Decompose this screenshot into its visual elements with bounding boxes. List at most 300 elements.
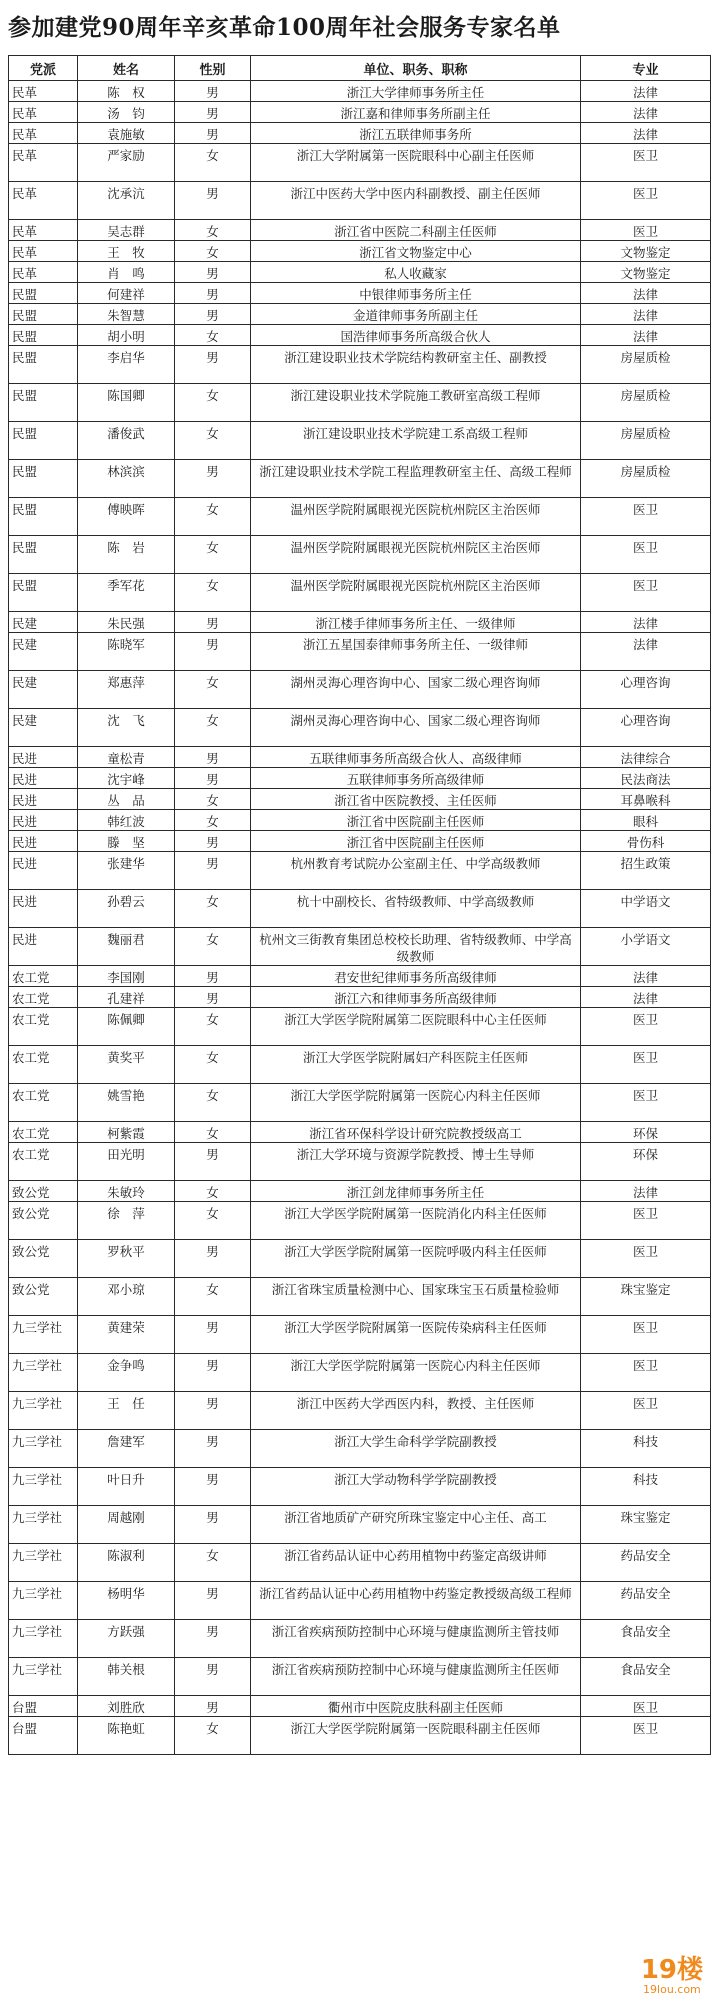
cell-gender: 男 bbox=[175, 747, 251, 768]
table-row bbox=[9, 928, 711, 966]
table-row bbox=[9, 1143, 711, 1181]
cell-name: 潘俊武 bbox=[78, 422, 175, 460]
cell-gender: 男 bbox=[175, 346, 251, 384]
table-row bbox=[9, 1506, 711, 1544]
cell-name: 柯紫霞 bbox=[78, 1122, 175, 1143]
table-row bbox=[9, 633, 711, 671]
cell-party: 致公党 bbox=[9, 1181, 78, 1202]
cell-name: 邓小琼 bbox=[78, 1278, 175, 1316]
cell-party: 民革 bbox=[9, 220, 78, 241]
cell-unit: 浙江中医药大学西医内科，教授、主任医师 bbox=[251, 1392, 581, 1430]
cell-gender: 男 bbox=[175, 283, 251, 304]
cell-name: 沈承沆 bbox=[78, 182, 175, 220]
cell-unit: 温州医学院附属眼视光医院杭州院区主治医师 bbox=[251, 498, 581, 536]
cell-specialty: 法律 bbox=[581, 612, 711, 633]
cell-unit: 五联律师事务所高级律师 bbox=[251, 768, 581, 789]
table-row bbox=[9, 574, 711, 612]
site-watermark bbox=[641, 1956, 703, 1996]
cell-specialty: 医卫 bbox=[581, 1392, 711, 1430]
table-row bbox=[9, 810, 711, 831]
cell-gender: 男 bbox=[175, 304, 251, 325]
cell-name: 吴志群 bbox=[78, 220, 175, 241]
cell-party: 农工党 bbox=[9, 1143, 78, 1181]
cell-gender: 女 bbox=[175, 709, 251, 747]
table-row bbox=[9, 498, 711, 536]
cell-name: 胡小明 bbox=[78, 325, 175, 346]
cell-party: 九三学社 bbox=[9, 1582, 78, 1620]
cell-gender: 女 bbox=[175, 1008, 251, 1046]
cell-name: 季军花 bbox=[78, 574, 175, 612]
cell-unit: 浙江省中医院副主任医师 bbox=[251, 810, 581, 831]
cell-party: 九三学社 bbox=[9, 1354, 78, 1392]
table-row bbox=[9, 612, 711, 633]
cell-party: 民革 bbox=[9, 182, 78, 220]
cell-name: 徐 萍 bbox=[78, 1202, 175, 1240]
table-row bbox=[9, 1122, 711, 1143]
cell-specialty: 医卫 bbox=[581, 1046, 711, 1084]
cell-name: 王 牧 bbox=[78, 241, 175, 262]
table-row bbox=[9, 102, 711, 123]
cell-name: 刘胜欣 bbox=[78, 1696, 175, 1717]
cell-party: 民盟 bbox=[9, 304, 78, 325]
cell-specialty: 招生政策 bbox=[581, 852, 711, 890]
watermark-logo: 19楼 bbox=[640, 1955, 703, 1985]
cell-unit: 浙江大学医学院附属第一医院眼科副主任医师 bbox=[251, 1717, 581, 1755]
table-row bbox=[9, 241, 711, 262]
cell-specialty: 文物鉴定 bbox=[581, 241, 711, 262]
column-header-specialty: 专业 bbox=[581, 56, 711, 81]
cell-name: 黄奖平 bbox=[78, 1046, 175, 1084]
cell-gender: 男 bbox=[175, 1316, 251, 1354]
column-header-name: 姓名 bbox=[78, 56, 175, 81]
cell-name: 朱敏玲 bbox=[78, 1181, 175, 1202]
cell-name: 韩红波 bbox=[78, 810, 175, 831]
cell-name: 陈艳虹 bbox=[78, 1717, 175, 1755]
table-row bbox=[9, 536, 711, 574]
cell-party: 民革 bbox=[9, 123, 78, 144]
cell-specialty: 环保 bbox=[581, 1143, 711, 1181]
cell-unit: 浙江五星国泰律师事务所主任、一级律师 bbox=[251, 633, 581, 671]
cell-party: 民进 bbox=[9, 928, 78, 966]
table-row bbox=[9, 747, 711, 768]
cell-gender: 男 bbox=[175, 81, 251, 102]
cell-party: 台盟 bbox=[9, 1696, 78, 1717]
cell-specialty: 房屋质检 bbox=[581, 460, 711, 498]
table-row bbox=[9, 709, 711, 747]
table-row bbox=[9, 283, 711, 304]
cell-unit: 浙江省中医院教授、主任医师 bbox=[251, 789, 581, 810]
cell-specialty: 食品安全 bbox=[581, 1620, 711, 1658]
cell-name: 罗秋平 bbox=[78, 1240, 175, 1278]
cell-party: 民建 bbox=[9, 633, 78, 671]
cell-gender: 女 bbox=[175, 671, 251, 709]
cell-unit: 中银律师事务所主任 bbox=[251, 283, 581, 304]
table-row bbox=[9, 1620, 711, 1658]
cell-party: 民盟 bbox=[9, 422, 78, 460]
cell-party: 九三学社 bbox=[9, 1430, 78, 1468]
cell-party: 民进 bbox=[9, 831, 78, 852]
cell-name: 沈 飞 bbox=[78, 709, 175, 747]
cell-gender: 女 bbox=[175, 1202, 251, 1240]
cell-specialty: 医卫 bbox=[581, 144, 711, 182]
cell-party: 民盟 bbox=[9, 325, 78, 346]
cell-name: 王 任 bbox=[78, 1392, 175, 1430]
cell-specialty: 小学语文 bbox=[581, 928, 711, 966]
cell-name: 孙碧云 bbox=[78, 890, 175, 928]
cell-party: 九三学社 bbox=[9, 1620, 78, 1658]
cell-specialty: 环保 bbox=[581, 1122, 711, 1143]
cell-party: 致公党 bbox=[9, 1278, 78, 1316]
cell-specialty: 医卫 bbox=[581, 1717, 711, 1755]
cell-gender: 女 bbox=[175, 1084, 251, 1122]
table-row bbox=[9, 422, 711, 460]
cell-gender: 女 bbox=[175, 498, 251, 536]
cell-specialty: 医卫 bbox=[581, 1696, 711, 1717]
table-row bbox=[9, 460, 711, 498]
cell-gender: 女 bbox=[175, 144, 251, 182]
table-row bbox=[9, 325, 711, 346]
cell-gender: 男 bbox=[175, 1696, 251, 1717]
table-row bbox=[9, 1008, 711, 1046]
cell-name: 孔建祥 bbox=[78, 987, 175, 1008]
cell-party: 民革 bbox=[9, 241, 78, 262]
cell-unit: 五联律师事务所高级合伙人、高级律师 bbox=[251, 747, 581, 768]
cell-party: 民盟 bbox=[9, 384, 78, 422]
cell-name: 袁施敏 bbox=[78, 123, 175, 144]
cell-party: 民革 bbox=[9, 81, 78, 102]
cell-specialty: 医卫 bbox=[581, 1008, 711, 1046]
cell-unit: 杭十中副校长、省特级教师、中学高级教师 bbox=[251, 890, 581, 928]
cell-unit: 浙江大学附属第一医院眼科中心副主任医师 bbox=[251, 144, 581, 182]
table-row bbox=[9, 1392, 711, 1430]
cell-specialty: 心理咨询 bbox=[581, 709, 711, 747]
cell-specialty: 食品安全 bbox=[581, 1658, 711, 1696]
cell-name: 叶日升 bbox=[78, 1468, 175, 1506]
cell-specialty: 医卫 bbox=[581, 1084, 711, 1122]
cell-party: 九三学社 bbox=[9, 1658, 78, 1696]
cell-name: 陈佩卿 bbox=[78, 1008, 175, 1046]
cell-gender: 男 bbox=[175, 1658, 251, 1696]
cell-name: 方跃强 bbox=[78, 1620, 175, 1658]
cell-unit: 浙江剑龙律师事务所主任 bbox=[251, 1181, 581, 1202]
cell-gender: 男 bbox=[175, 460, 251, 498]
cell-specialty: 中学语文 bbox=[581, 890, 711, 928]
cell-specialty: 房屋质检 bbox=[581, 384, 711, 422]
cell-name: 陈晓军 bbox=[78, 633, 175, 671]
cell-name: 朱智慧 bbox=[78, 304, 175, 325]
table-row bbox=[9, 1046, 711, 1084]
cell-gender: 男 bbox=[175, 1392, 251, 1430]
table-row bbox=[9, 789, 711, 810]
cell-name: 李启华 bbox=[78, 346, 175, 384]
cell-gender: 男 bbox=[175, 1582, 251, 1620]
cell-gender: 男 bbox=[175, 1354, 251, 1392]
column-header-gender: 性别 bbox=[175, 56, 251, 81]
cell-name: 杨明华 bbox=[78, 1582, 175, 1620]
cell-specialty: 医卫 bbox=[581, 182, 711, 220]
cell-name: 肖 鸣 bbox=[78, 262, 175, 283]
cell-party: 九三学社 bbox=[9, 1392, 78, 1430]
cell-gender: 男 bbox=[175, 262, 251, 283]
cell-unit: 浙江省珠宝质量检测中心、国家珠宝玉石质量检验师 bbox=[251, 1278, 581, 1316]
cell-specialty: 文物鉴定 bbox=[581, 262, 711, 283]
cell-unit: 浙江建设职业技术学院建工系高级工程师 bbox=[251, 422, 581, 460]
cell-gender: 男 bbox=[175, 633, 251, 671]
cell-gender: 男 bbox=[175, 987, 251, 1008]
cell-specialty: 法律 bbox=[581, 633, 711, 671]
cell-gender: 男 bbox=[175, 1143, 251, 1181]
cell-party: 民盟 bbox=[9, 536, 78, 574]
cell-specialty: 医卫 bbox=[581, 498, 711, 536]
table-header-row bbox=[9, 56, 711, 81]
cell-name: 周越刚 bbox=[78, 1506, 175, 1544]
cell-specialty: 医卫 bbox=[581, 220, 711, 241]
table-row bbox=[9, 1084, 711, 1122]
cell-unit: 浙江省疾病预防控制中心环境与健康监测所主管技师 bbox=[251, 1620, 581, 1658]
cell-party: 农工党 bbox=[9, 1122, 78, 1143]
cell-name: 丛 品 bbox=[78, 789, 175, 810]
cell-gender: 男 bbox=[175, 1240, 251, 1278]
table-row bbox=[9, 1316, 711, 1354]
column-header-unit: 单位、职务、职称 bbox=[251, 56, 581, 81]
cell-specialty: 心理咨询 bbox=[581, 671, 711, 709]
cell-gender: 女 bbox=[175, 574, 251, 612]
cell-name: 詹建军 bbox=[78, 1430, 175, 1468]
cell-specialty: 珠宝鉴定 bbox=[581, 1278, 711, 1316]
cell-specialty: 法律 bbox=[581, 81, 711, 102]
cell-name: 李国刚 bbox=[78, 966, 175, 987]
cell-gender: 男 bbox=[175, 182, 251, 220]
cell-unit: 浙江大学医学院附属第一医院心内科主任医师 bbox=[251, 1354, 581, 1392]
cell-unit: 浙江大学医学院附属第一医院消化内科主任医师 bbox=[251, 1202, 581, 1240]
cell-gender: 女 bbox=[175, 1544, 251, 1582]
cell-name: 童松青 bbox=[78, 747, 175, 768]
table-row bbox=[9, 123, 711, 144]
cell-gender: 女 bbox=[175, 220, 251, 241]
table-row bbox=[9, 1696, 711, 1717]
cell-unit: 浙江六和律师事务所高级律师 bbox=[251, 987, 581, 1008]
table-row bbox=[9, 262, 711, 283]
cell-gender: 男 bbox=[175, 1620, 251, 1658]
column-header-party: 党派 bbox=[9, 56, 78, 81]
cell-unit: 浙江省文物鉴定中心 bbox=[251, 241, 581, 262]
table-row bbox=[9, 384, 711, 422]
table-row bbox=[9, 144, 711, 182]
cell-unit: 湖州灵海心理咨询中心、国家二级心理咨询师 bbox=[251, 671, 581, 709]
cell-unit: 浙江省环保科学设计研究院教授级高工 bbox=[251, 1122, 581, 1143]
cell-party: 民盟 bbox=[9, 574, 78, 612]
cell-specialty: 科技 bbox=[581, 1430, 711, 1468]
cell-unit: 浙江楼手律师事务所主任、一级律师 bbox=[251, 612, 581, 633]
cell-party: 民进 bbox=[9, 747, 78, 768]
cell-gender: 女 bbox=[175, 422, 251, 460]
cell-name: 张建华 bbox=[78, 852, 175, 890]
cell-party: 民建 bbox=[9, 671, 78, 709]
cell-name: 陈国卿 bbox=[78, 384, 175, 422]
cell-specialty: 民法商法 bbox=[581, 768, 711, 789]
cell-unit: 国浩律师事务所高级合伙人 bbox=[251, 325, 581, 346]
cell-gender: 女 bbox=[175, 1181, 251, 1202]
cell-unit: 金道律师事务所副主任 bbox=[251, 304, 581, 325]
cell-gender: 男 bbox=[175, 768, 251, 789]
cell-name: 傅映晖 bbox=[78, 498, 175, 536]
cell-party: 民革 bbox=[9, 262, 78, 283]
cell-specialty: 法律 bbox=[581, 102, 711, 123]
cell-specialty: 珠宝鉴定 bbox=[581, 1506, 711, 1544]
cell-unit: 浙江省中医院二科副主任医师 bbox=[251, 220, 581, 241]
cell-gender: 女 bbox=[175, 810, 251, 831]
cell-gender: 男 bbox=[175, 831, 251, 852]
cell-party: 民进 bbox=[9, 890, 78, 928]
cell-unit: 湖州灵海心理咨询中心、国家二级心理咨询师 bbox=[251, 709, 581, 747]
cell-name: 魏丽君 bbox=[78, 928, 175, 966]
cell-party: 致公党 bbox=[9, 1240, 78, 1278]
table-row bbox=[9, 1181, 711, 1202]
cell-specialty: 药品安全 bbox=[581, 1544, 711, 1582]
cell-unit: 浙江大学律师事务所主任 bbox=[251, 81, 581, 102]
table-row bbox=[9, 1240, 711, 1278]
cell-party: 九三学社 bbox=[9, 1506, 78, 1544]
cell-unit: 浙江省中医院副主任医师 bbox=[251, 831, 581, 852]
cell-gender: 女 bbox=[175, 1046, 251, 1084]
cell-party: 农工党 bbox=[9, 1008, 78, 1046]
cell-name: 汤 钧 bbox=[78, 102, 175, 123]
cell-party: 九三学社 bbox=[9, 1468, 78, 1506]
table-row bbox=[9, 890, 711, 928]
table-row bbox=[9, 671, 711, 709]
cell-party: 致公党 bbox=[9, 1202, 78, 1240]
cell-name: 严家励 bbox=[78, 144, 175, 182]
table-row bbox=[9, 81, 711, 102]
cell-specialty: 医卫 bbox=[581, 1202, 711, 1240]
cell-gender: 男 bbox=[175, 966, 251, 987]
cell-party: 民盟 bbox=[9, 498, 78, 536]
table-row bbox=[9, 220, 711, 241]
watermark-site: 19lou.com bbox=[643, 1983, 701, 1996]
cell-gender: 女 bbox=[175, 1717, 251, 1755]
cell-name: 姚雪艳 bbox=[78, 1084, 175, 1122]
cell-unit: 浙江大学医学院附属妇产科医院主任医师 bbox=[251, 1046, 581, 1084]
cell-party: 民进 bbox=[9, 852, 78, 890]
cell-unit: 衢州市中医院皮肤科副主任医师 bbox=[251, 1696, 581, 1717]
cell-party: 民建 bbox=[9, 709, 78, 747]
cell-party: 农工党 bbox=[9, 966, 78, 987]
table-row bbox=[9, 1582, 711, 1620]
cell-gender: 男 bbox=[175, 612, 251, 633]
table-row bbox=[9, 987, 711, 1008]
cell-name: 陈 权 bbox=[78, 81, 175, 102]
table-row bbox=[9, 1430, 711, 1468]
cell-gender: 女 bbox=[175, 928, 251, 966]
cell-specialty: 法律 bbox=[581, 283, 711, 304]
cell-unit: 浙江中医药大学中医内科副教授、副主任医师 bbox=[251, 182, 581, 220]
cell-unit: 浙江建设职业技术学院施工教研室高级工程师 bbox=[251, 384, 581, 422]
expert-table bbox=[8, 55, 711, 1755]
cell-gender: 女 bbox=[175, 536, 251, 574]
cell-party: 民建 bbox=[9, 612, 78, 633]
table-row bbox=[9, 1278, 711, 1316]
cell-unit: 杭州文三街教育集团总校校长助理、省特级教师、中学高级教师 bbox=[251, 928, 581, 966]
cell-party: 台盟 bbox=[9, 1717, 78, 1755]
cell-unit: 浙江省地质矿产研究所珠宝鉴定中心主任、高工 bbox=[251, 1506, 581, 1544]
cell-gender: 男 bbox=[175, 102, 251, 123]
cell-specialty: 耳鼻喉科 bbox=[581, 789, 711, 810]
table-body bbox=[9, 81, 711, 1755]
cell-party: 九三学社 bbox=[9, 1544, 78, 1582]
cell-party: 民革 bbox=[9, 144, 78, 182]
cell-gender: 女 bbox=[175, 1278, 251, 1316]
table-row bbox=[9, 304, 711, 325]
cell-name: 何建祥 bbox=[78, 283, 175, 304]
cell-unit: 杭州教育考试院办公室副主任、中学高级教师 bbox=[251, 852, 581, 890]
cell-unit: 浙江建设职业技术学院结构教研室主任、副教授 bbox=[251, 346, 581, 384]
cell-unit: 浙江省疾病预防控制中心环境与健康监测所主任医师 bbox=[251, 1658, 581, 1696]
cell-unit: 浙江嘉和律师事务所副主任 bbox=[251, 102, 581, 123]
cell-name: 黄建荣 bbox=[78, 1316, 175, 1354]
cell-unit: 浙江大学医学院附属第一医院传染病科主任医师 bbox=[251, 1316, 581, 1354]
cell-party: 农工党 bbox=[9, 987, 78, 1008]
cell-name: 滕 坚 bbox=[78, 831, 175, 852]
table-row bbox=[9, 1658, 711, 1696]
cell-specialty: 房屋质检 bbox=[581, 422, 711, 460]
cell-gender: 男 bbox=[175, 123, 251, 144]
cell-unit: 浙江建设职业技术学院工程监理教研室主任、高级工程师 bbox=[251, 460, 581, 498]
table-row bbox=[9, 1354, 711, 1392]
cell-name: 林滨滨 bbox=[78, 460, 175, 498]
cell-specialty: 房屋质检 bbox=[581, 346, 711, 384]
cell-gender: 女 bbox=[175, 384, 251, 422]
cell-unit: 浙江省药品认证中心药用植物中药鉴定高级讲师 bbox=[251, 1544, 581, 1582]
table-row bbox=[9, 966, 711, 987]
cell-gender: 女 bbox=[175, 1122, 251, 1143]
cell-gender: 女 bbox=[175, 890, 251, 928]
cell-specialty: 眼科 bbox=[581, 810, 711, 831]
cell-specialty: 医卫 bbox=[581, 1240, 711, 1278]
cell-party: 民革 bbox=[9, 102, 78, 123]
cell-unit: 浙江大学动物科学学院副教授 bbox=[251, 1468, 581, 1506]
cell-unit: 温州医学院附属眼视光医院杭州院区主治医师 bbox=[251, 536, 581, 574]
cell-gender: 男 bbox=[175, 852, 251, 890]
cell-party: 民进 bbox=[9, 768, 78, 789]
cell-unit: 浙江省药品认证中心药用植物中药鉴定教授级高级工程师 bbox=[251, 1582, 581, 1620]
cell-specialty: 医卫 bbox=[581, 574, 711, 612]
cell-party: 民进 bbox=[9, 810, 78, 831]
cell-gender: 女 bbox=[175, 241, 251, 262]
table-row bbox=[9, 852, 711, 890]
cell-name: 韩关根 bbox=[78, 1658, 175, 1696]
table-row bbox=[9, 831, 711, 852]
cell-specialty: 科技 bbox=[581, 1468, 711, 1506]
cell-party: 民进 bbox=[9, 789, 78, 810]
cell-party: 民盟 bbox=[9, 460, 78, 498]
cell-name: 朱民强 bbox=[78, 612, 175, 633]
cell-name: 田光明 bbox=[78, 1143, 175, 1181]
cell-specialty: 法律综合 bbox=[581, 747, 711, 768]
cell-specialty: 法律 bbox=[581, 987, 711, 1008]
table-row bbox=[9, 768, 711, 789]
cell-unit: 浙江大学生命科学学院副教授 bbox=[251, 1430, 581, 1468]
cell-specialty: 医卫 bbox=[581, 1316, 711, 1354]
cell-gender: 男 bbox=[175, 1506, 251, 1544]
table-row bbox=[9, 1544, 711, 1582]
cell-name: 沈宇峰 bbox=[78, 768, 175, 789]
cell-unit: 浙江五联律师事务所 bbox=[251, 123, 581, 144]
cell-specialty: 法律 bbox=[581, 325, 711, 346]
cell-specialty: 法律 bbox=[581, 966, 711, 987]
cell-gender: 女 bbox=[175, 325, 251, 346]
cell-gender: 男 bbox=[175, 1430, 251, 1468]
cell-gender: 男 bbox=[175, 1468, 251, 1506]
